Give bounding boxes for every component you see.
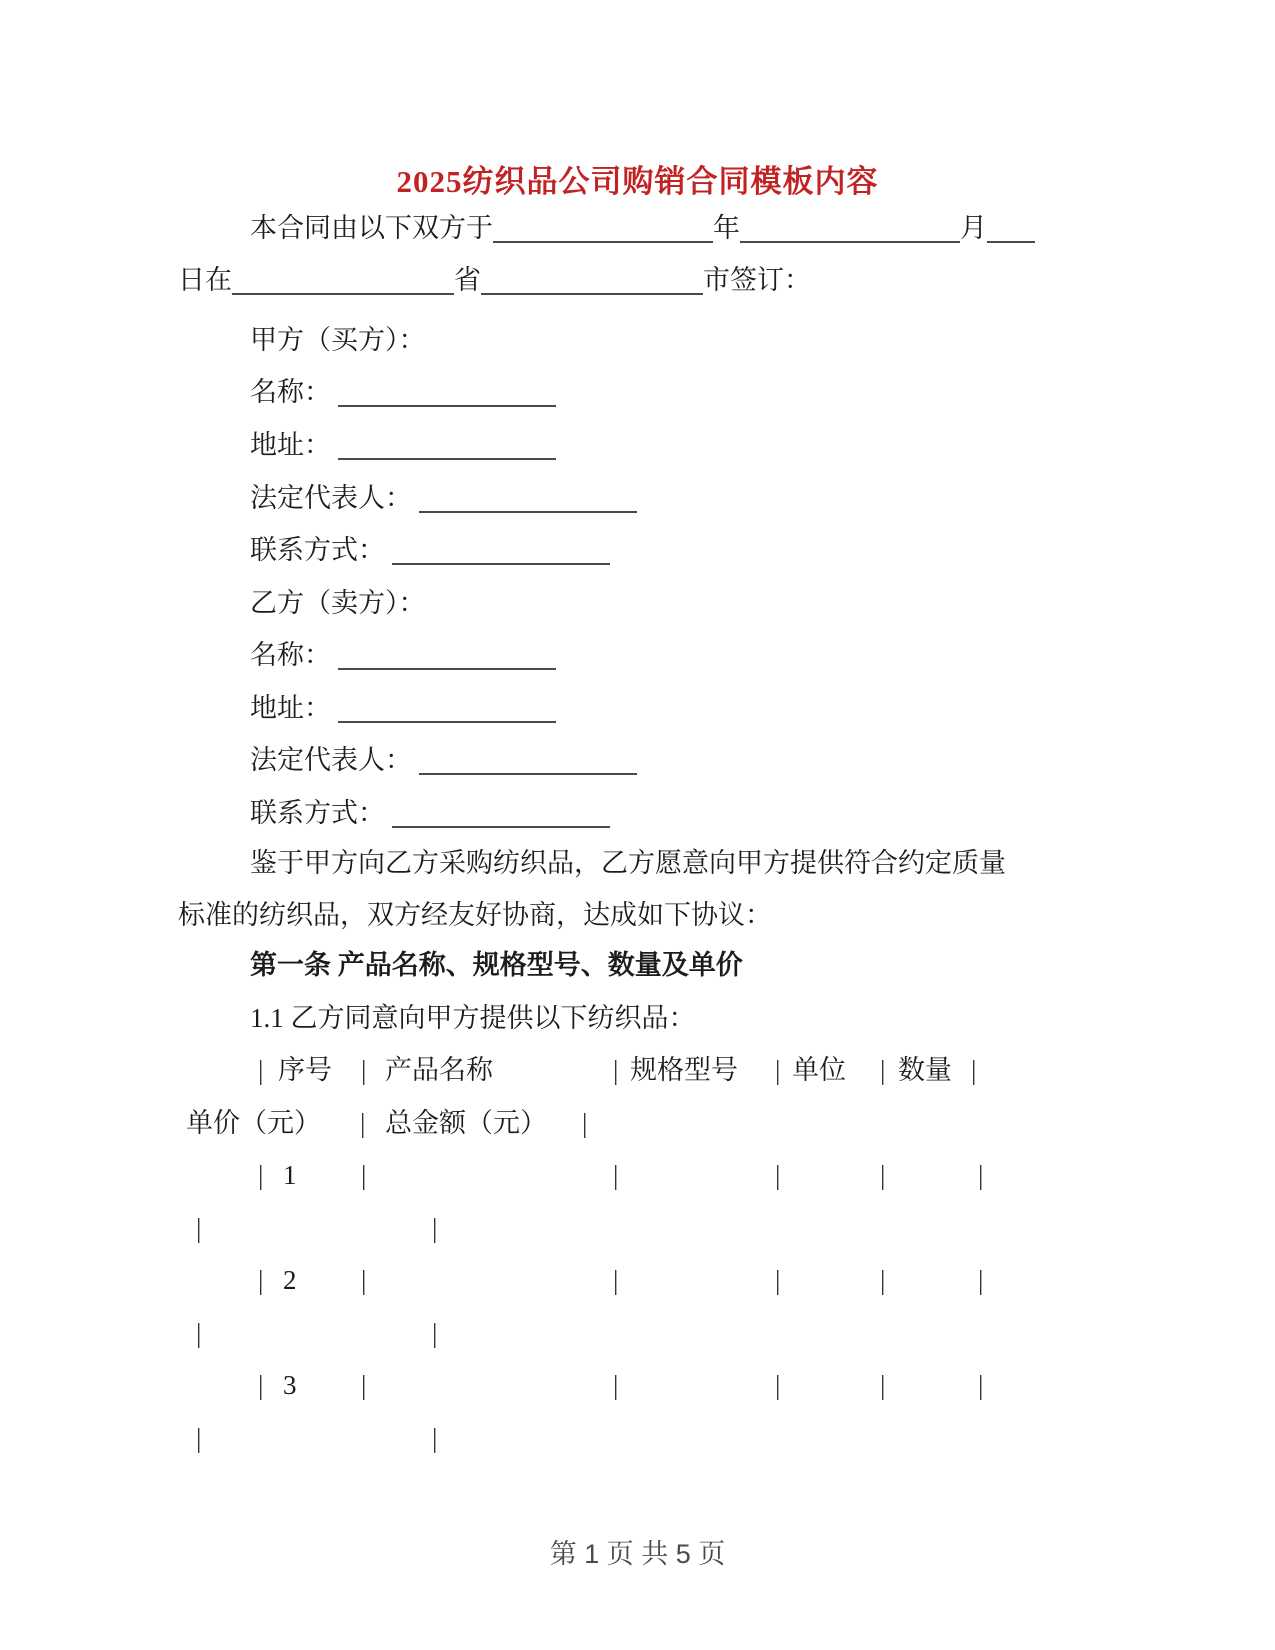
table-pipe: |: [582, 1108, 588, 1138]
party-b-address-line: [178, 689, 1125, 727]
blank-city-field: [481, 291, 703, 295]
party-a-legal-rep-blank: [419, 509, 637, 513]
whereas-line-1-text: 鉴于甲方向乙方采购纺织品，乙方愿意向甲方提供符合约定质量: [250, 848, 1006, 878]
table-row-1: [178, 1156, 1275, 1194]
blank-day-field: [987, 239, 1035, 243]
table-header-seq: 序号: [278, 1055, 332, 1085]
party-a-address-label: 地址：: [250, 430, 331, 460]
table-pipe: |: [613, 1055, 619, 1085]
party-a-address-line: [178, 426, 1125, 464]
party-b-address-label: 地址：: [250, 693, 331, 723]
party-b-name-label: 名称：: [250, 640, 331, 670]
article-1-heading-text: 第一条 产品名称、规格型号、数量及单价: [250, 950, 743, 980]
table-pipe: |: [432, 1318, 438, 1348]
party-b-legal-rep-blank: [419, 771, 637, 775]
table-row-3-number: 3: [283, 1370, 297, 1400]
blank-month-field: [740, 239, 960, 243]
year-label: 年: [713, 213, 740, 243]
table-row-2-number: 2: [283, 1265, 297, 1295]
table-pipe: |: [971, 1055, 977, 1085]
page-number-indicator: 第 1 页 共 5 页: [549, 1539, 726, 1569]
table-header-spec-model: 规格型号: [630, 1055, 738, 1085]
party-a-heading-text: 甲方（买方）：: [250, 325, 426, 355]
party-b-address-blank: [338, 719, 556, 723]
table-pipe: |: [978, 1160, 984, 1190]
party-a-name-line: [178, 373, 1125, 411]
table-pipe: |: [361, 1055, 367, 1085]
article-1-heading: [178, 946, 1125, 984]
table-pipe: |: [432, 1423, 438, 1453]
table-pipe: |: [880, 1265, 886, 1295]
clause-1-1-text: 1.1 乙方同意向甲方提供以下纺织品：: [250, 1003, 696, 1033]
table-header-product-name: 产品名称: [385, 1055, 493, 1085]
table-row-1-continuation: [178, 1209, 1275, 1247]
table-header-quantity: 数量: [898, 1055, 952, 1085]
table-pipe: |: [360, 1108, 366, 1138]
whereas-line-2-text: 标准的纺织品，双方经友好协商，达成如下协议：: [178, 900, 772, 930]
intro-parties-on-text: 本合同由以下双方于: [250, 213, 493, 243]
table-pipe: |: [775, 1160, 781, 1190]
month-label: 月: [960, 213, 987, 243]
table-row-3-continuation: [178, 1419, 1275, 1457]
party-a-legal-rep-line: [178, 479, 1125, 517]
party-a-address-blank: [338, 456, 556, 460]
party-a-contact-line: [178, 531, 1125, 569]
party-a-legal-rep-label: 法定代表人：: [250, 483, 412, 513]
party-b-heading-text: 乙方（卖方）：: [250, 588, 426, 618]
party-a-contact-blank: [392, 561, 610, 565]
table-pipe: |: [775, 1265, 781, 1295]
blank-province-field: [232, 291, 454, 295]
table-pipe: |: [613, 1265, 619, 1295]
party-b-name-blank: [338, 666, 556, 670]
party-a-contact-label: 联系方式：: [250, 535, 385, 565]
table-pipe: |: [258, 1370, 264, 1400]
table-pipe: |: [196, 1318, 202, 1348]
table-header-unit: 单位: [792, 1055, 846, 1085]
table-pipe: |: [775, 1055, 781, 1085]
table-pipe: |: [775, 1370, 781, 1400]
table-pipe: |: [880, 1055, 886, 1085]
whereas-line-2: [178, 896, 1125, 934]
party-b-name-line: [178, 636, 1125, 674]
party-a-name-label: 名称：: [250, 377, 331, 407]
table-pipe: |: [258, 1265, 264, 1295]
document-title: 2025纺织品公司购销合同模板内容: [396, 164, 879, 199]
whereas-line-1: [178, 844, 1125, 882]
table-pipe: |: [361, 1160, 367, 1190]
province-label: 省: [454, 265, 481, 295]
table-row-3: [178, 1366, 1275, 1404]
intro-line-2: [178, 261, 1125, 299]
party-b-contact-blank: [392, 824, 610, 828]
clause-1-1: [178, 999, 1125, 1037]
table-pipe: |: [880, 1160, 886, 1190]
table-pipe: |: [361, 1370, 367, 1400]
table-header-line-2: [178, 1104, 1275, 1142]
table-pipe: |: [432, 1213, 438, 1243]
table-pipe: |: [613, 1370, 619, 1400]
table-header-unit-price: 单价（元）: [186, 1108, 321, 1138]
table-pipe: |: [258, 1160, 264, 1190]
table-row-2: [178, 1261, 1275, 1299]
party-b-legal-rep-line: [178, 741, 1125, 779]
table-pipe: |: [613, 1160, 619, 1190]
intro-line-1: [178, 209, 1125, 247]
blank-year-field: [493, 239, 713, 243]
day-at-label: 日在: [178, 265, 232, 295]
city-sign-label: 市签订：: [703, 265, 811, 295]
party-a-name-blank: [338, 403, 556, 407]
table-header-line-1: [178, 1051, 1275, 1089]
table-pipe: |: [978, 1370, 984, 1400]
table-pipe: |: [196, 1213, 202, 1243]
party-a-heading: [178, 321, 1125, 359]
table-pipe: |: [978, 1265, 984, 1295]
table-row-1-number: 1: [283, 1160, 297, 1190]
party-b-contact-label: 联系方式：: [250, 798, 385, 828]
table-pipe: |: [258, 1055, 264, 1085]
table-pipe: |: [361, 1265, 367, 1295]
table-header-total-amount: 总金额（元）: [385, 1108, 547, 1138]
table-row-2-continuation: [178, 1314, 1275, 1352]
table-pipe: |: [880, 1370, 886, 1400]
party-b-heading: [178, 584, 1125, 622]
party-b-contact-line: [178, 794, 1125, 832]
table-pipe: |: [196, 1423, 202, 1453]
party-b-legal-rep-label: 法定代表人：: [250, 745, 412, 775]
